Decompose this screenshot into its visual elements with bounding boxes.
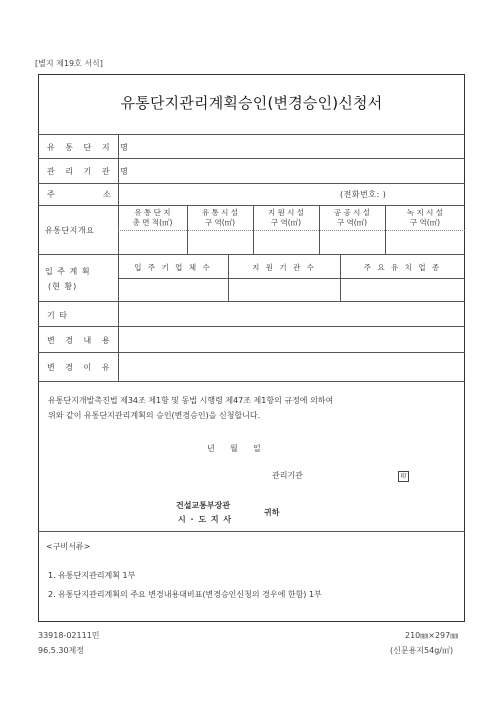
- form-frame: [38, 74, 465, 622]
- grid-line: [38, 254, 465, 255]
- address-label-a: 주: [47, 190, 59, 199]
- grid-line: [118, 278, 465, 279]
- complex-name-label: 유 통 단 지 명: [47, 143, 132, 152]
- grid-line: [38, 326, 465, 327]
- application-date: 년 월 일: [207, 444, 261, 453]
- grid-line: [38, 134, 465, 135]
- tenant-status-label: (현 황): [48, 282, 78, 291]
- other-label: 기 타: [47, 311, 68, 320]
- grid-line: [38, 531, 465, 532]
- applicant-label: 관리기관: [272, 471, 303, 480]
- phone-label: (전화번호: ): [340, 190, 387, 199]
- statement-line-2: 위와 같이 유통단지관리계획의 승인(변경승인)을 신청합니다.: [48, 411, 261, 420]
- enactment-date: 96.5.30제정: [38, 646, 84, 655]
- statement-line-1: 유통단지개발촉진법 제34조 제1항 및 동법 시행령 제47조 제1항의 규정에 의하여: [48, 396, 334, 405]
- grid-line: [38, 183, 465, 184]
- change-content-label: 변 경 내 용: [47, 336, 114, 345]
- tenant-col-support-orgs: 지 원 기 관 수: [252, 263, 316, 272]
- overview-col-support: 지 원 시 설 구 역(㎡): [267, 208, 305, 227]
- honorific: 귀하: [264, 508, 280, 517]
- overview-col-public: 공 공 시 설 구 역(㎡): [333, 208, 371, 227]
- paper-type: (신문용지54g/㎡): [390, 646, 454, 655]
- tenant-plan-label: 입 주 계 획: [45, 267, 91, 276]
- recipient-minister: 건설교통부장관: [176, 501, 231, 510]
- paper-size: 210㎜×297㎜: [405, 631, 459, 640]
- grid-line: [38, 301, 465, 302]
- seal-mark: 印: [398, 471, 409, 482]
- form-title: 유통단지관리계획승인(변경승인)신청서: [120, 94, 383, 112]
- attachment-item-1: 1. 유통단지관리계획 1부: [48, 571, 136, 580]
- overview-col-green: 녹 지 시 설 구 역(㎡): [406, 208, 444, 227]
- overview-col-total-area: 유 통 단 지 총 면 적(㎡): [132, 208, 173, 227]
- form-number-label: [별지 제19호 서식]: [35, 59, 103, 68]
- tenant-col-companies: 입 주 기 업 체 수: [134, 263, 212, 272]
- attachments-title: <구비서류>: [46, 542, 91, 551]
- address-label-b: 소: [103, 190, 115, 199]
- grid-line: [38, 381, 465, 382]
- grid-line: [38, 205, 465, 206]
- attachment-item-2: 2. 유통단지관리계획의 주요 변경내용대비표(변경승인신청의 경우에 한함) 1부: [48, 590, 322, 599]
- change-reason-label: 변 경 이 유: [47, 363, 114, 372]
- tenant-col-industries: 주 요 유 치 업 종: [363, 263, 442, 272]
- recipient-governor: 시 · 도 지 사: [178, 515, 233, 524]
- grid-line: [38, 158, 465, 159]
- overview-col-distribution: 유 통 시 설 구 역(㎡): [201, 208, 239, 227]
- overview-label: 유통단지개요: [45, 226, 95, 235]
- form-code: 33918-02111민: [38, 631, 100, 640]
- grid-line: [38, 352, 465, 353]
- manager-name-label: 관 리 기 관 명: [47, 167, 132, 176]
- grid-line: [118, 230, 465, 231]
